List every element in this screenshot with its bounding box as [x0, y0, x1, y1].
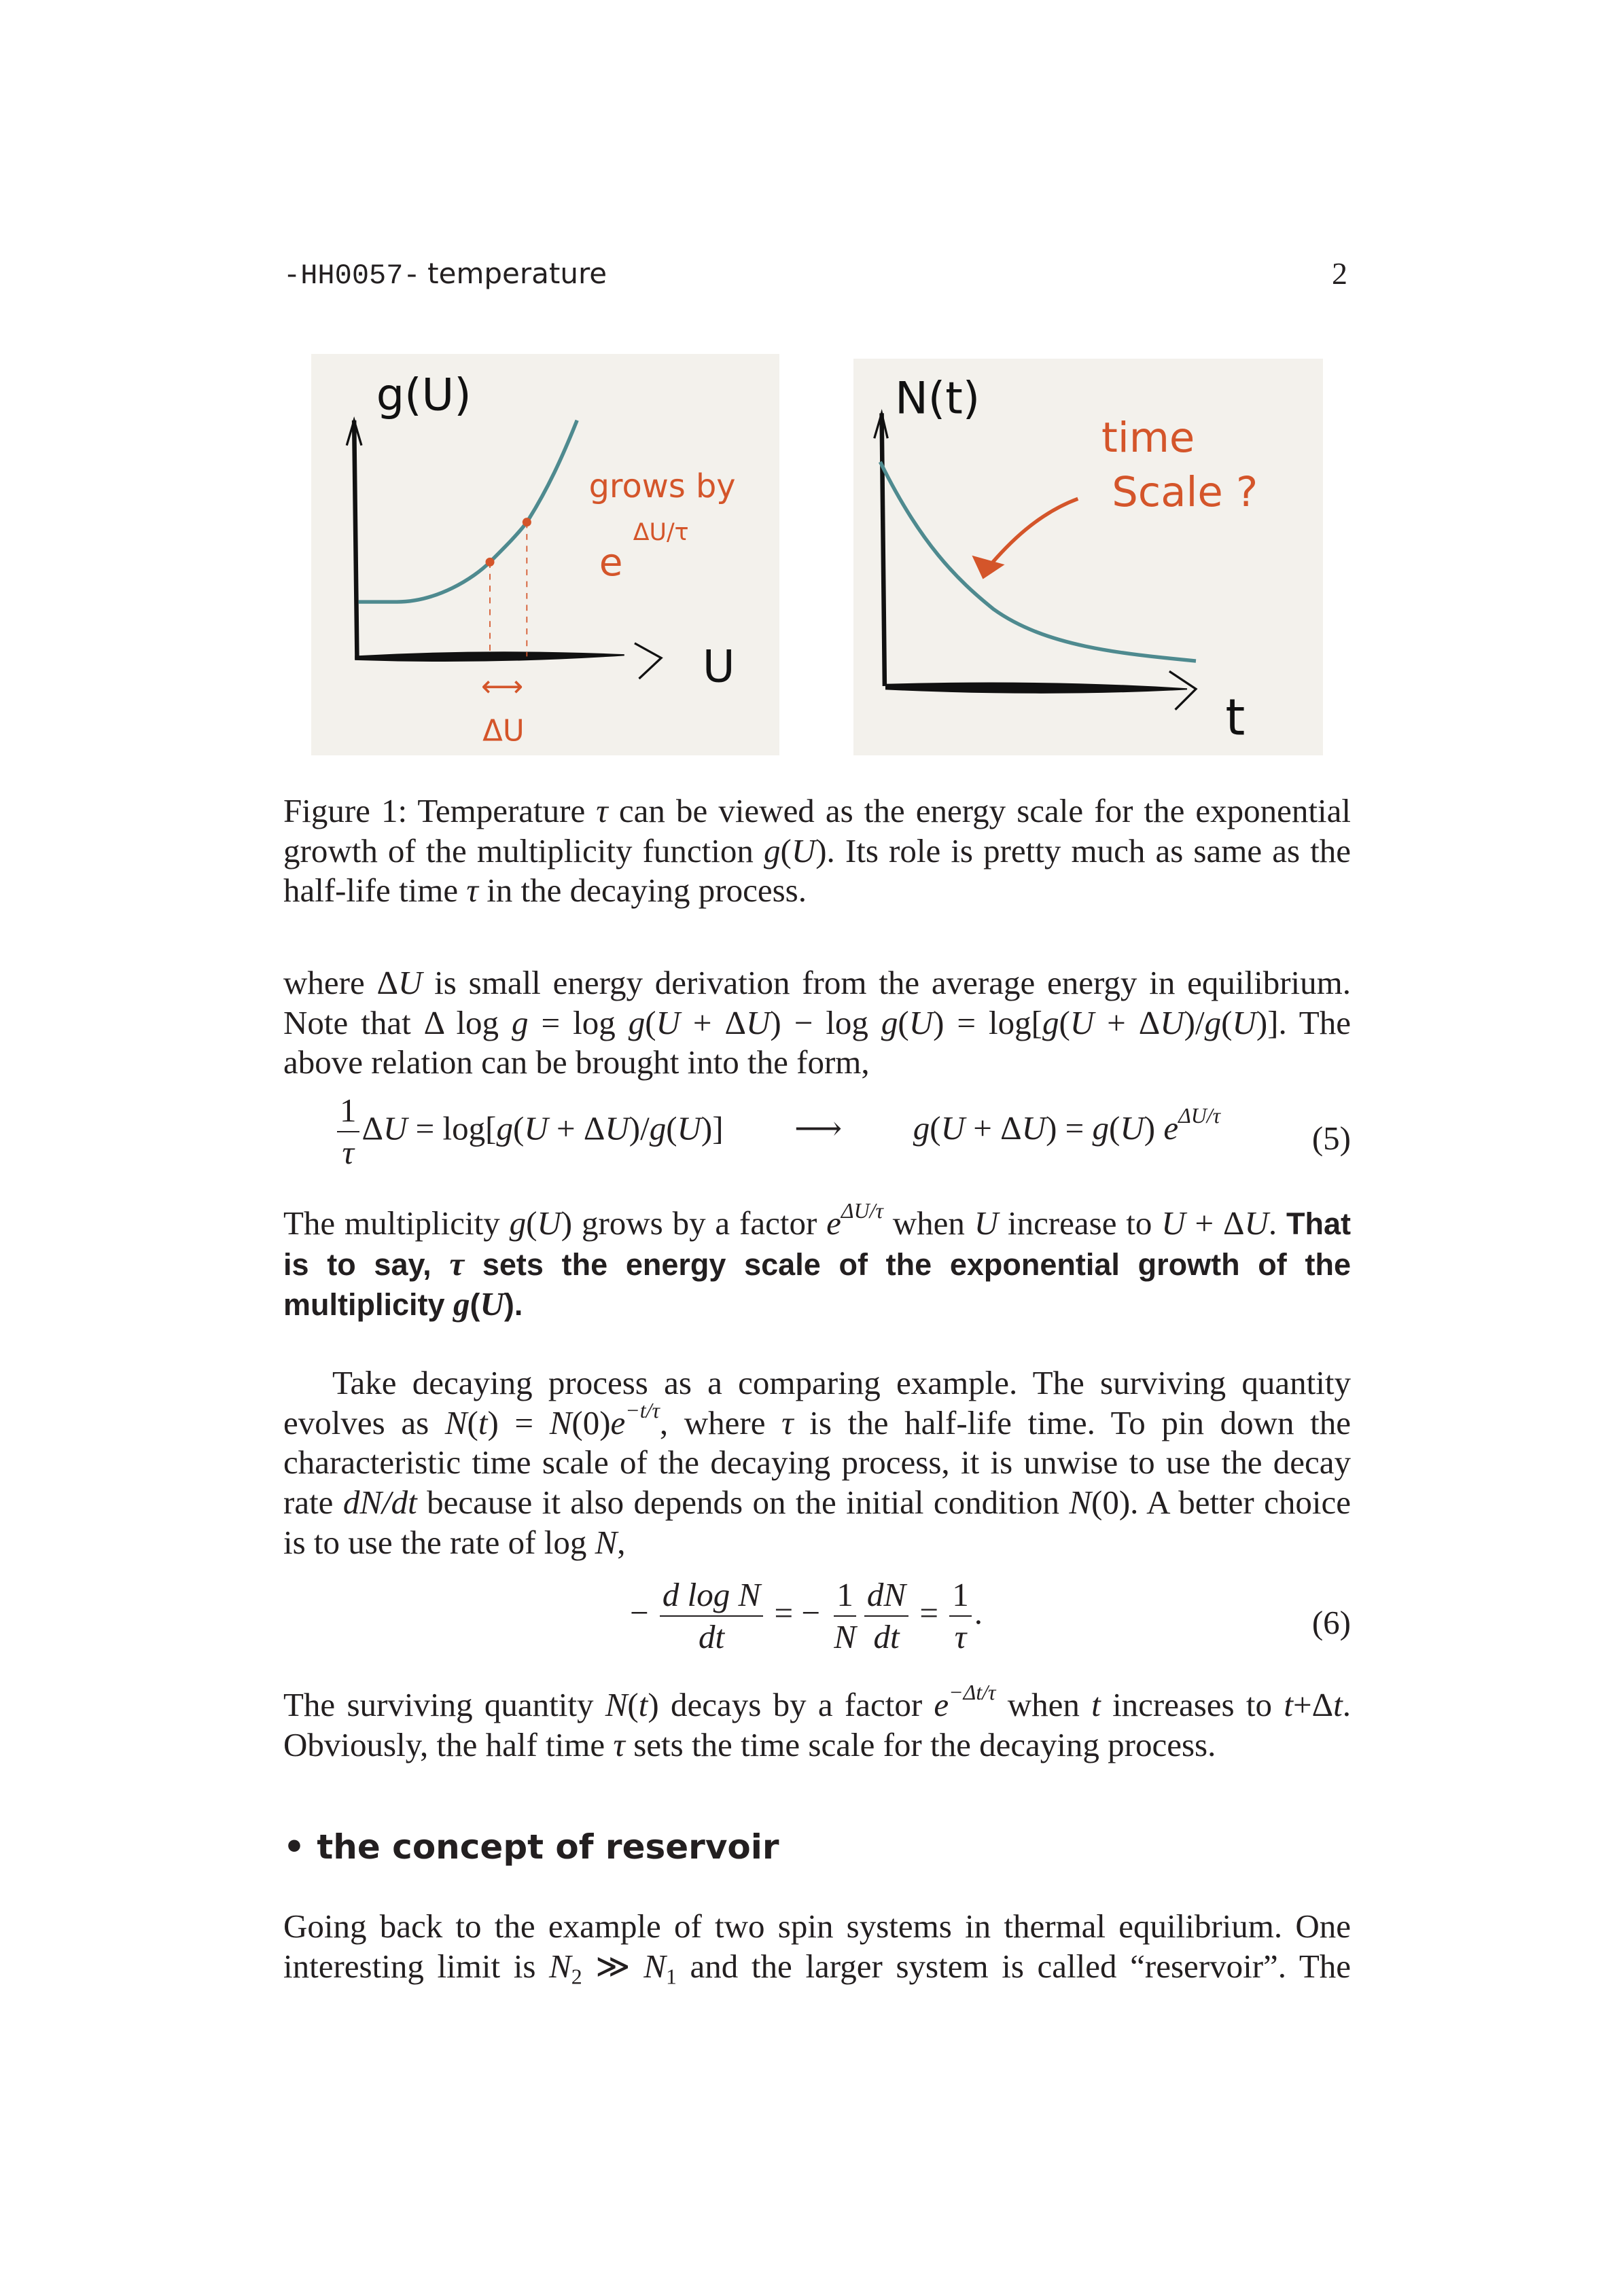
subscript: 2: [571, 1965, 582, 1989]
text-run: where Δ: [283, 964, 398, 1001]
x-axis: [886, 683, 1187, 693]
math-symbol: N: [605, 1686, 628, 1723]
text-run: = log: [528, 1003, 629, 1041]
text-run: increases to: [1100, 1686, 1284, 1723]
math-symbol: U: [1161, 1204, 1186, 1242]
math-symbol: N: [643, 1947, 666, 1985]
math-symbol: g: [628, 1003, 646, 1041]
text-run: Δ: [361, 1109, 384, 1147]
math-symbol: g: [649, 1109, 667, 1147]
text-run: Figure 1: Temperature: [283, 792, 597, 829]
annotation-time: time: [1101, 414, 1195, 462]
y-axis: [882, 413, 885, 686]
bold-text: (: [470, 1287, 480, 1323]
math-symbol: τ: [781, 1403, 794, 1441]
superscript: −t/τ: [625, 1398, 660, 1422]
fraction-1-over-tau: [949, 1575, 972, 1657]
math-symbol: U: [791, 831, 816, 869]
math-symbol: dN/dt: [342, 1484, 417, 1522]
math-symbol: g: [764, 831, 781, 869]
equation-number: (5): [1311, 1119, 1351, 1157]
math-symbol: N: [1069, 1484, 1092, 1522]
annotation-e: e: [599, 540, 623, 585]
bold-math-symbol: U: [480, 1285, 504, 1323]
period: .: [974, 1594, 983, 1632]
text-run: when: [995, 1686, 1092, 1723]
math-symbol: τ: [596, 792, 608, 829]
superscript: ΔU/τ: [841, 1199, 883, 1223]
text-run: )]. The above relation can be brought into the form,: [283, 1003, 1351, 1081]
text-run: + Δ: [548, 1109, 605, 1147]
math-symbol: U: [908, 1003, 934, 1041]
x-axis-arrowhead: [635, 643, 661, 679]
math-symbol: e: [1163, 1109, 1179, 1147]
text-run: (: [467, 1403, 478, 1441]
numerator: 1: [834, 1575, 856, 1617]
math-symbol: U: [524, 1109, 548, 1147]
text-run: can be viewed as the energy scale for the exponential growth of the multiplicity function: [283, 792, 1351, 869]
text-run: ) − log: [770, 1003, 881, 1041]
equals-minus: = −: [774, 1594, 820, 1632]
math-symbol: N: [549, 1947, 571, 1985]
annotation-grows-by: grows by: [588, 467, 736, 505]
x-axis-label: t: [1225, 688, 1246, 747]
text-run: (: [898, 1003, 909, 1041]
paragraph-multiplicity-growth: [283, 1199, 1352, 1325]
math-symbol: U: [677, 1109, 701, 1147]
text-run: sets the time scale for the decaying process.: [624, 1725, 1216, 1763]
eq5-lhs: [362, 1109, 724, 1147]
running-header: [283, 257, 607, 292]
annotation-scale: Scale ?: [1112, 469, 1258, 517]
math-symbol: U: [1232, 1003, 1256, 1041]
text-run: (0): [571, 1403, 611, 1441]
text-run: ) = log[: [933, 1003, 1042, 1041]
text-run: ≫: [582, 1947, 644, 1985]
text-run: + Δ: [1185, 1204, 1245, 1242]
math-symbol: U: [940, 1109, 966, 1147]
text-run: is small energy derivation from the average energy in equilibrium. Note that Δ log: [283, 964, 1351, 1041]
text-run: (: [512, 1109, 525, 1147]
math-symbol: g: [1092, 1109, 1110, 1147]
x-axis-arrowhead: [1169, 671, 1196, 709]
math-symbol: τ: [613, 1725, 625, 1763]
equation-number: (6): [1311, 1604, 1351, 1641]
text-run: (: [526, 1204, 537, 1242]
superscript: −Δt/τ: [949, 1681, 996, 1705]
multiplicity-plot: [311, 354, 779, 755]
growth-curve: [359, 420, 578, 602]
math-symbol: t: [1284, 1686, 1293, 1723]
math-symbol: t: [478, 1403, 488, 1441]
math-symbol: U: [1070, 1003, 1095, 1041]
figure-caption: [283, 791, 1351, 911]
bold-text: That is to say,: [283, 1206, 1352, 1282]
text-run: The multiplicity: [283, 1204, 510, 1242]
text-run: ) grows by a factor: [561, 1204, 827, 1242]
text-run: (: [1221, 1003, 1233, 1041]
text-run: )]: [701, 1109, 724, 1147]
eq5-arrow: ⟶: [794, 1109, 843, 1147]
text-run: +Δ: [1292, 1686, 1334, 1723]
fraction-dlogN-dt: [660, 1575, 763, 1657]
denominator: dt: [698, 1618, 725, 1655]
text-run: = log[: [407, 1109, 497, 1147]
math-symbol: g: [1204, 1003, 1222, 1041]
text-run: (0). A better choice is to use the rate of log: [283, 1484, 1351, 1561]
bold-text: ).: [504, 1287, 523, 1323]
math-symbol: g: [1042, 1003, 1059, 1041]
math-symbol: U: [656, 1003, 680, 1041]
text-run: .: [1268, 1204, 1287, 1242]
math-symbol: τ: [466, 872, 478, 910]
math-symbol: U: [1120, 1109, 1144, 1147]
fraction-1-over-tau: [337, 1090, 359, 1173]
math-symbol: g: [496, 1109, 513, 1147]
math-symbol: g: [509, 1204, 527, 1242]
text-run: increase to: [998, 1204, 1162, 1242]
superscript: ΔU/τ: [1178, 1104, 1220, 1128]
text-run: (: [1109, 1109, 1120, 1147]
eq5-rhs: [913, 1104, 1220, 1147]
pointer-arrowhead: [974, 558, 1001, 577]
figure-decay-sketch: [853, 359, 1323, 755]
math-symbol: g: [512, 1003, 529, 1041]
paragraph-reservoir: [283, 1907, 1352, 1989]
math-symbol: g: [881, 1003, 898, 1041]
math-symbol: U: [605, 1109, 629, 1147]
text-run: Going back to the example of two spin systems in thermal equilibrium. One interesting limit is: [283, 1907, 1351, 1985]
header-code: -HH0057-: [283, 259, 421, 292]
y-axis-label: g(U): [376, 369, 472, 421]
math-symbol: e: [934, 1686, 949, 1723]
equation-6: [283, 1575, 1351, 1676]
text-run: (: [780, 831, 792, 869]
text-run: + Δ: [1094, 1003, 1161, 1041]
text-run: ) decays by a factor: [648, 1686, 934, 1723]
math-symbol: U: [537, 1204, 561, 1242]
bold-math-symbol: g: [453, 1285, 470, 1323]
paragraph-decay-factor: [283, 1681, 1351, 1765]
text-run: ): [1144, 1109, 1164, 1147]
text-run: Take decaying process as a comparing example. The surviving quantity evolves as: [283, 1364, 1351, 1441]
math-symbol: N: [549, 1403, 572, 1441]
text-run: (: [666, 1109, 677, 1147]
text-run: ) =: [487, 1403, 550, 1441]
text-run: is the half-life time. To pin down the characteristic time scale of the decaying process, it is unwise to use the decay rate: [283, 1403, 1351, 1522]
math-symbol: e: [826, 1204, 841, 1242]
math-symbol: U: [398, 964, 423, 1001]
text-run: (: [930, 1109, 941, 1147]
text-run: )/: [629, 1109, 650, 1147]
point-u-plus-du: [523, 518, 531, 526]
fraction-1-over-N: [831, 1575, 859, 1657]
decay-plot: [853, 359, 1323, 755]
numerator: 1: [949, 1575, 972, 1617]
x-axis: [355, 652, 624, 661]
text-run: (: [627, 1686, 639, 1723]
paragraph-energy-deviation: [283, 963, 1351, 1083]
math-symbol: g: [913, 1109, 930, 1147]
point-u: [486, 558, 495, 567]
text-run: (: [645, 1003, 656, 1041]
section-heading: • the concept of reservoir: [283, 1827, 779, 1867]
math-symbol: U: [746, 1003, 771, 1041]
bold-text: sets the energy scale of the exponential growth of the multiplicity: [283, 1246, 1351, 1323]
math-symbol: t: [638, 1686, 648, 1723]
header-title: temperature: [427, 257, 607, 290]
math-symbol: t: [1091, 1686, 1101, 1723]
y-axis: [354, 420, 357, 660]
text-run: The surviving quantity: [283, 1686, 605, 1723]
math-symbol: N: [444, 1403, 467, 1441]
math-symbol: N: [595, 1523, 618, 1561]
paragraph-decay-example: [283, 1363, 1351, 1563]
text-run: + Δ: [679, 1003, 747, 1041]
minus-sign: −: [630, 1594, 649, 1632]
text-run: ,: [617, 1523, 626, 1561]
text-run: (: [1059, 1003, 1070, 1041]
text-run: , where: [659, 1403, 782, 1441]
delta-arrow: ⟷: [480, 670, 524, 704]
text-run: because it also depends on the initial condition: [417, 1484, 1070, 1522]
text-run: )/: [1184, 1003, 1205, 1041]
annotation-exponent: ΔU/τ: [633, 518, 689, 546]
numerator: 1: [337, 1090, 359, 1132]
denominator: τ: [954, 1618, 967, 1655]
fraction-dN-dt: [864, 1575, 908, 1657]
math-symbol: U: [383, 1109, 408, 1147]
y-axis-label: N(t): [895, 373, 981, 425]
denominator: τ: [342, 1134, 355, 1171]
x-axis-label: U: [702, 641, 735, 693]
math-symbol: U: [1244, 1204, 1269, 1242]
text-run: . Obviously, the half time: [283, 1686, 1351, 1763]
text-run: + Δ: [965, 1109, 1022, 1147]
text-run: ). Its role is pretty much as same as the half-life time: [283, 831, 1352, 910]
numerator: dN: [864, 1575, 908, 1617]
subscript: 1: [665, 1965, 677, 1989]
math-symbol: e: [610, 1403, 626, 1441]
denominator: N: [834, 1618, 856, 1655]
math-symbol: U: [1021, 1109, 1046, 1147]
math-symbol: U: [1160, 1003, 1184, 1041]
math-symbol: t: [1333, 1686, 1343, 1723]
numerator: d log N: [660, 1575, 763, 1617]
text-run: ) =: [1046, 1109, 1093, 1147]
denominator: dt: [873, 1618, 900, 1655]
equation-5: [283, 1090, 1351, 1192]
text-run: in the decaying process.: [478, 872, 807, 910]
equals: =: [919, 1594, 938, 1632]
text-run: when: [883, 1204, 974, 1242]
bold-math-symbol: τ: [449, 1244, 465, 1282]
delta-u-label: ΔU: [482, 714, 525, 749]
text-run: and the larger system is called “reservoir”. The: [676, 1947, 1352, 1985]
page-number: 2: [1332, 256, 1347, 291]
figure-multiplicity-sketch: [311, 354, 779, 755]
pointer-arrow: [987, 499, 1078, 569]
math-symbol: U: [974, 1204, 999, 1242]
